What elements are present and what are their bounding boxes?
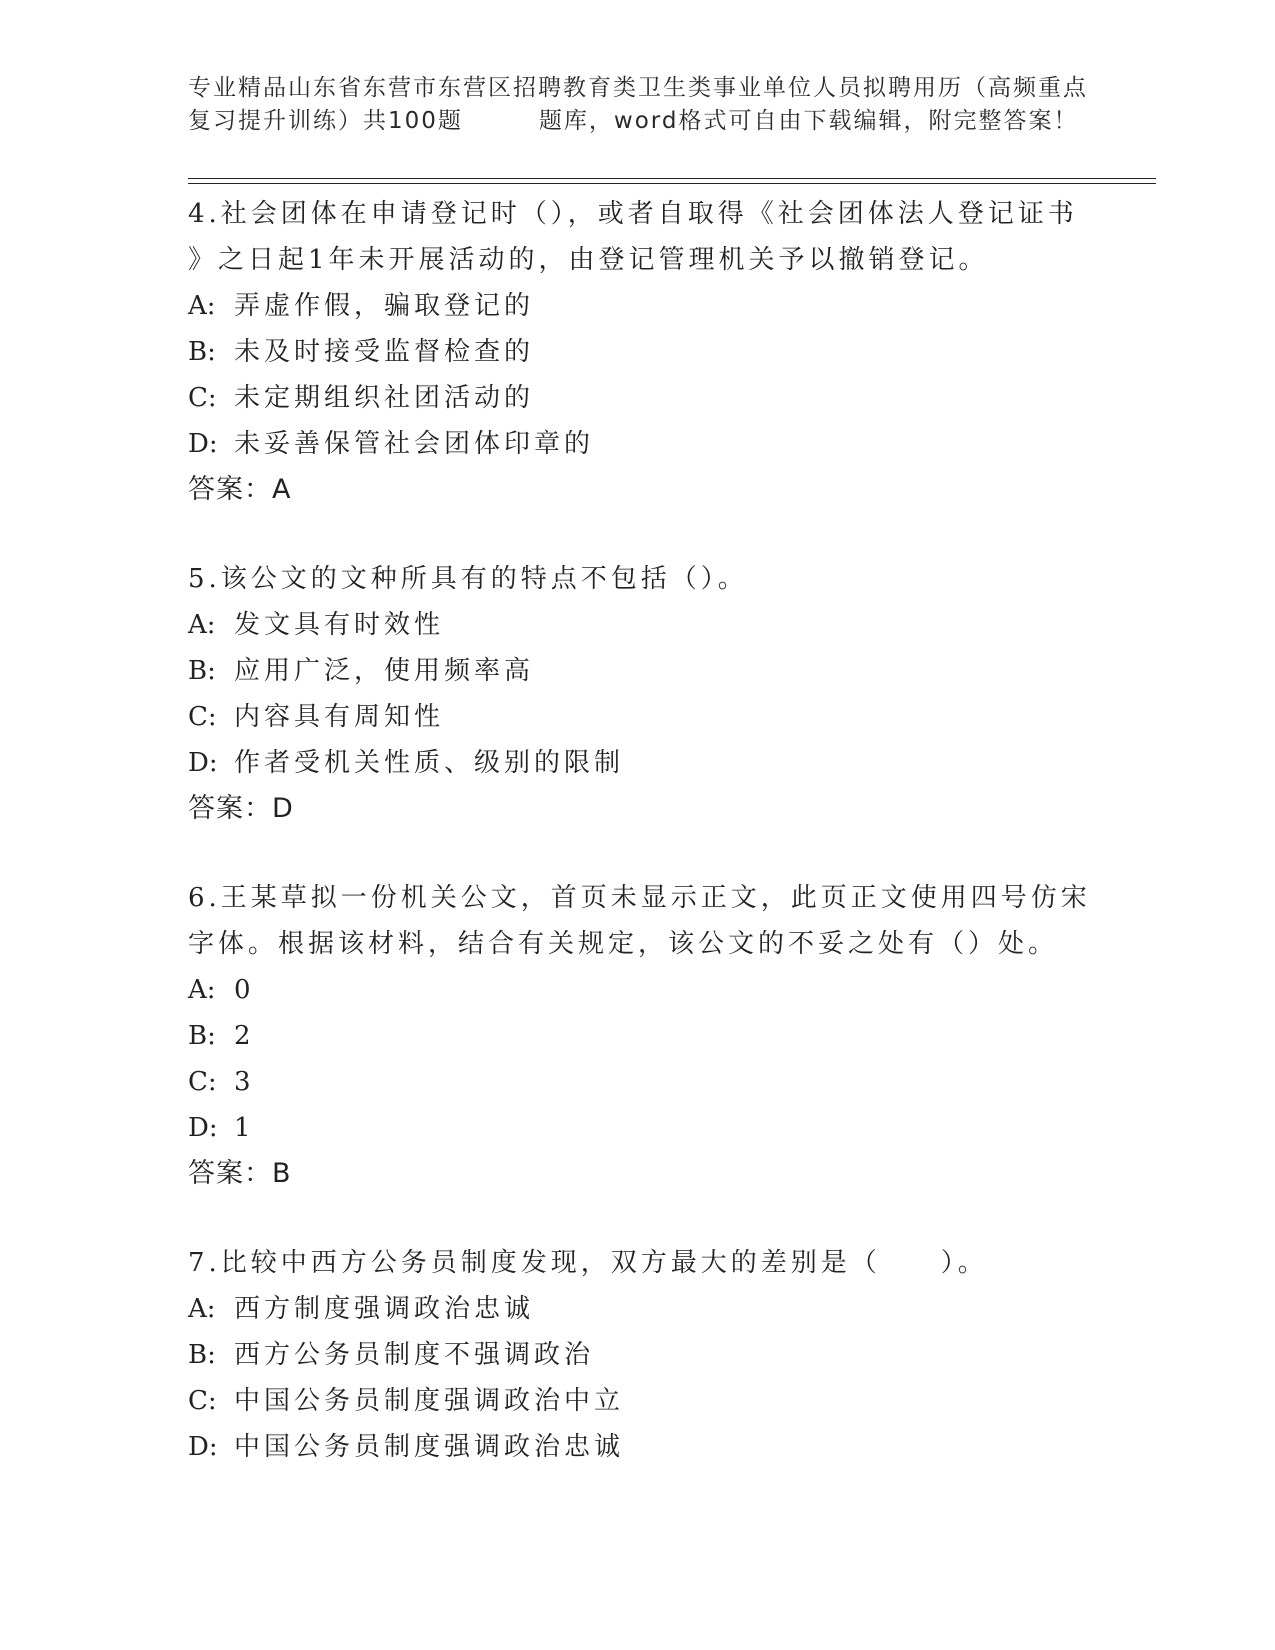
document-header <box>188 72 1088 138</box>
header-line-2-part-1: 复习提升训练）共100题 <box>188 108 463 134</box>
option-text: 0 <box>234 975 255 1005</box>
option-text: 未妥善保管社会团体印章的 <box>234 429 595 459</box>
option-b <box>188 1013 1088 1059</box>
option-letter: B: <box>188 1340 216 1370</box>
option-a <box>188 1286 1088 1332</box>
header-line-2 <box>188 105 1088 138</box>
option-letter: B: <box>188 337 216 367</box>
question-stem-line-1: 4.社会团体在申请登记时（），或者自取得《社会团体法人登记证书 <box>188 199 1078 229</box>
option-d <box>188 740 1088 786</box>
answer-label: 答案：D <box>188 793 294 824</box>
question-stem-line-2: 》之日起1年未开展活动的，由登记管理机关予以撤销登记。 <box>188 245 989 275</box>
option-d <box>188 1424 1088 1470</box>
option-letter: A: <box>188 1294 216 1324</box>
option-letter: C: <box>188 702 217 732</box>
header-line-1: 专业精品山东省东营市东营区招聘教育类卫生类事业单位人员拟聘用历（高频重点 <box>188 75 1088 101</box>
question-stem <box>188 875 1091 967</box>
question-stem-line-1: 6.王某草拟一份机关公文，首页未显示正文，此页正文使用四号仿宋 <box>188 883 1091 913</box>
option-a <box>188 967 1088 1013</box>
header-divider <box>188 178 1156 184</box>
option-letter: D: <box>188 1432 218 1462</box>
option-text: 未定期组织社团活动的 <box>234 383 535 413</box>
option-text: 中国公务员制度强调政治忠诚 <box>234 1432 625 1462</box>
option-c <box>188 375 1088 421</box>
option-a <box>188 602 1088 648</box>
question-4 <box>188 191 1088 513</box>
option-letter: C: <box>188 1386 217 1416</box>
option-text: 弄虚作假，骗取登记的 <box>234 291 535 321</box>
option-letter: A: <box>188 975 216 1005</box>
question-7 <box>188 1240 1088 1470</box>
option-text: 2 <box>234 1021 255 1051</box>
option-letter: A: <box>188 610 216 640</box>
option-text: 西方公务员制度不强调政治 <box>234 1340 595 1370</box>
question-stem-line-2: 字体。根据该材料，结合有关规定，该公文的不妥之处有（）处。 <box>188 929 1059 959</box>
option-c <box>188 1059 1088 1105</box>
option-letter: B: <box>188 1021 216 1051</box>
option-text: 中国公务员制度强调政治中立 <box>234 1386 625 1416</box>
option-d <box>188 1105 1088 1151</box>
answer-label: 答案：B <box>188 1158 292 1189</box>
option-a <box>188 283 1088 329</box>
option-letter: C: <box>188 383 217 413</box>
option-c <box>188 694 1088 740</box>
option-text: 未及时接受监督检查的 <box>234 337 535 367</box>
option-text: 内容具有周知性 <box>234 702 445 732</box>
option-text: 应用广泛，使用频率高 <box>234 656 535 686</box>
option-letter: C: <box>188 1067 217 1097</box>
option-text: 发文具有时效性 <box>234 610 445 640</box>
option-letter: D: <box>188 748 218 778</box>
option-b <box>188 329 1088 375</box>
question-stem-line-1: 5.该公文的文种所具有的特点不包括（）。 <box>188 564 748 594</box>
option-text: 西方制度强调政治忠诚 <box>234 1294 535 1324</box>
option-b <box>188 648 1088 694</box>
option-text: 3 <box>234 1067 255 1097</box>
question-stem <box>188 556 1088 602</box>
option-b <box>188 1332 1088 1378</box>
header-line-2-part-2: 题库，word格式可自由下载编辑，附完整答案！ <box>538 108 1079 134</box>
option-letter: A: <box>188 291 216 321</box>
question-6 <box>188 875 1091 1197</box>
answer-label: 答案：A <box>188 474 292 505</box>
option-letter: D: <box>188 1113 218 1143</box>
option-d <box>188 421 1088 467</box>
option-c <box>188 1378 1088 1424</box>
option-text: 1 <box>234 1113 255 1143</box>
option-letter: B: <box>188 656 216 686</box>
question-stem <box>188 1240 1088 1286</box>
question-stem-line-1: 7.比较中西方公务员制度发现，双方最大的差别是（ ）。 <box>188 1248 988 1278</box>
option-text: 作者受机关性质、级别的限制 <box>234 748 625 778</box>
question-stem <box>188 191 1088 283</box>
question-5 <box>188 556 1088 832</box>
option-letter: D: <box>188 429 218 459</box>
